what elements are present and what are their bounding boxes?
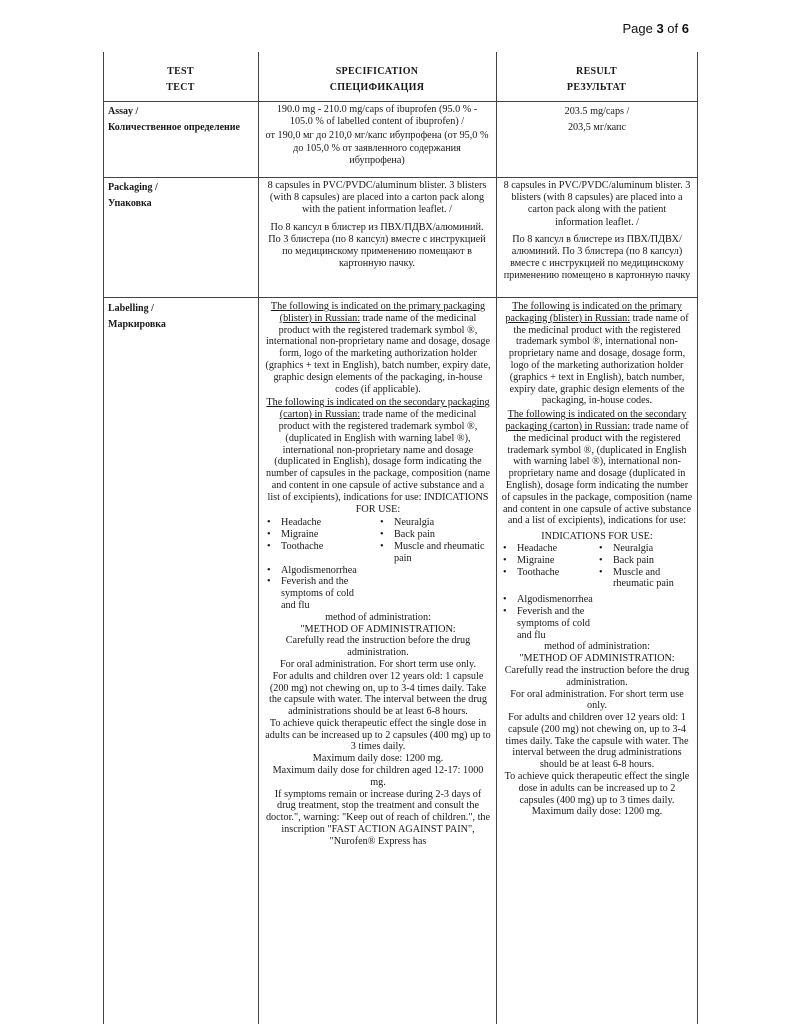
header-specification: SPECIFICATION СПЕЦИФИКАЦИЯ bbox=[329, 66, 425, 93]
list-item: • Migraine bbox=[501, 555, 597, 567]
labelling-specification: The following is indicated on the primary packaging (blister) in Russian: trade name of the medicinal product with the registered trademark symbol ®, international non-proprietary name and dosage, dosage form, logo of the marketing authorization holder (graphics + text in English), batch number, expiry date, graphic design elements of the packaging, in-house codes (if applicable). The following is indicated on the secondary packaging (carton) in Russian: trade name of the medicinal product with the registered trademark symbol ®, (duplicated in English with warning label ®), international non-proprietary name and dosage (duplicated in English), dosage form indicating the number of capsules in the package, composition (name and content in one capsule of active substance and a list of excipients), indications for use: INDICATIONS FOR USE: • Headache • Migraine • Toothache • Neuralgia • Back pain • Muscle and rheumatic pain • Algodismenorrhea • Feverish and the symptoms of cold and flu method of administration: "METHOD OF ADMINISTRATION: Carefully read the instruction before the drug administration. For oral administration. For short term use only. For adults and children over 12 years old: 1 capsule (200 mg) not chewing on, up to 3-4 times daily. Take the capsule with water. The interval between the drug administrations should be at least 6-8 hours. To achieve quick therapeutic effect the single dose in adults can be increased up to 2 capsules (400 mg) up to 3 times daily. Maximum daily dose: 1200 mg. Maximum daily dose for children aged 12-17: 1000 mg. If symptoms remain or increase during 2-3 days of drug treatment, stop the treatment and consult the doctor.", warning: "Keep out of reach of children.", the inscription "FAST ACTION AGAINST PAIN", "Nurofen® Express has bbox=[265, 301, 491, 848]
column-divider bbox=[496, 52, 497, 1024]
row-divider bbox=[103, 297, 697, 298]
packaging-result: 8 capsules in PVC/PVDC/aluminum blister. 3 blisters (with 8 capsules) are placed into a carton pack along with the patient information leaflet. / По 8 капсул в блистере из ПВХ/ПДВХ/алюминий. По 3 блистера (по 8 капсул) вместе с инструкцией по медицинскому применению помещено в картонную пачку bbox=[503, 180, 691, 282]
list-item: • Back pain bbox=[597, 555, 693, 567]
list-item: • Muscle and rheumatic pain bbox=[378, 541, 491, 565]
header-test: TEST ТЕСТ bbox=[166, 66, 195, 93]
specification-table bbox=[103, 52, 697, 1024]
indications-list bbox=[265, 565, 360, 612]
table-border-right bbox=[697, 52, 698, 1024]
list-item: • Muscle and rheumatic pain bbox=[597, 567, 693, 591]
page-number: Page 3 of 6 bbox=[622, 21, 689, 36]
list-item: • Feverish and the symptoms of cold and flu bbox=[501, 606, 596, 641]
indications-list bbox=[501, 594, 596, 641]
list-item: • Headache bbox=[501, 543, 597, 555]
assay-label: Assay / Количественное определение bbox=[108, 106, 240, 133]
list-item: • Back pain bbox=[378, 529, 491, 541]
list-item: • Algodismenorrhea bbox=[501, 594, 596, 606]
packaging-specification: 8 capsules in PVC/PVDC/aluminum blister. 3 blisters (with 8 capsules) are placed into a carton pack along with the patient information leaflet. / По 8 капсул в блистер из ПВХ/ПДВХ/алюминий. По 3 блистера (по 8 капсул) вместе с инструкцией по медицинскому применению помещают в картонную пачку. bbox=[267, 180, 487, 270]
row-divider bbox=[103, 101, 697, 102]
indications-list bbox=[265, 517, 378, 564]
list-item: • Feverish and the symptoms of cold and flu bbox=[265, 576, 360, 611]
indications-list bbox=[501, 543, 597, 590]
packaging-label: Packaging / Упаковка bbox=[108, 182, 158, 209]
list-item: • Toothache bbox=[265, 541, 378, 553]
list-item: • Algodismenorrhea bbox=[265, 565, 360, 577]
row-divider bbox=[103, 177, 697, 178]
header-result: RESULT РЕЗУЛЬТАТ bbox=[566, 66, 627, 93]
list-item: • Neuralgia bbox=[597, 543, 693, 555]
table-border-left bbox=[103, 52, 104, 1024]
indications-list bbox=[597, 543, 693, 590]
assay-result: 203.5 mg/caps / 203,5 мг/капс bbox=[564, 106, 630, 133]
list-item: • Migraine bbox=[265, 529, 378, 541]
assay-specification: 190.0 mg - 210.0 mg/caps of ibuprofen (95.0 % - 105.0 % of labelled content of ibuprofen) / от 190,0 мг до 210,0 мг/капс ибупрофена (от 95,0 % до 105,0 % от заявленного содержания ибупрофена) bbox=[265, 104, 489, 166]
labelling-result: The following is indicated on the primary packaging (blister) in Russian: trade name of the medicinal product with the registered trademark symbol ®, international non-proprietary name and dosage, dosage form, logo of the marketing authorization holder (graphics + text in English), batch number, expiry date, graphic design elements of the packaging, in-house codes. The following is indicated on the secondary packaging (carton) in Russian: trade name of the medicinal product with the registered trademark symbol ®, (duplicated in English with warning label ®), international non-proprietary name and dosage (duplicated in English), dosage form indicating the number of capsules in the package, composition (name and content in one capsule of active substance and a list of excipients), indications for use: INDICATIONS FOR USE: • Headache • Migraine • Toothache • Neuralgia • Back pain • Muscle and rheumatic pain • Algodismenorrhea • Feverish and the symptoms of cold and flu method of administration: "METHOD OF ADMINISTRATION: Carefully read the instruction before the drug administration. For oral administration. For short term use only. For adults and children over 12 years old: 1 capsule (200 mg) not chewing on, up to 3-4 times daily. Take the capsule with water. The interval between the drug administrations should be at least 6-8 hours. To achieve quick therapeutic effect the single dose in adults can be increased up to 2 capsules (400 mg) up to 3 times daily. Maximum daily dose: 1200 mg. bbox=[501, 301, 693, 818]
list-item: • Neuralgia bbox=[378, 517, 491, 529]
column-divider bbox=[258, 52, 259, 1024]
list-item: • Headache bbox=[265, 517, 378, 529]
labelling-label: Labelling / Маркировка bbox=[108, 303, 166, 330]
list-item: • Toothache bbox=[501, 567, 597, 579]
indications-list bbox=[378, 517, 491, 564]
